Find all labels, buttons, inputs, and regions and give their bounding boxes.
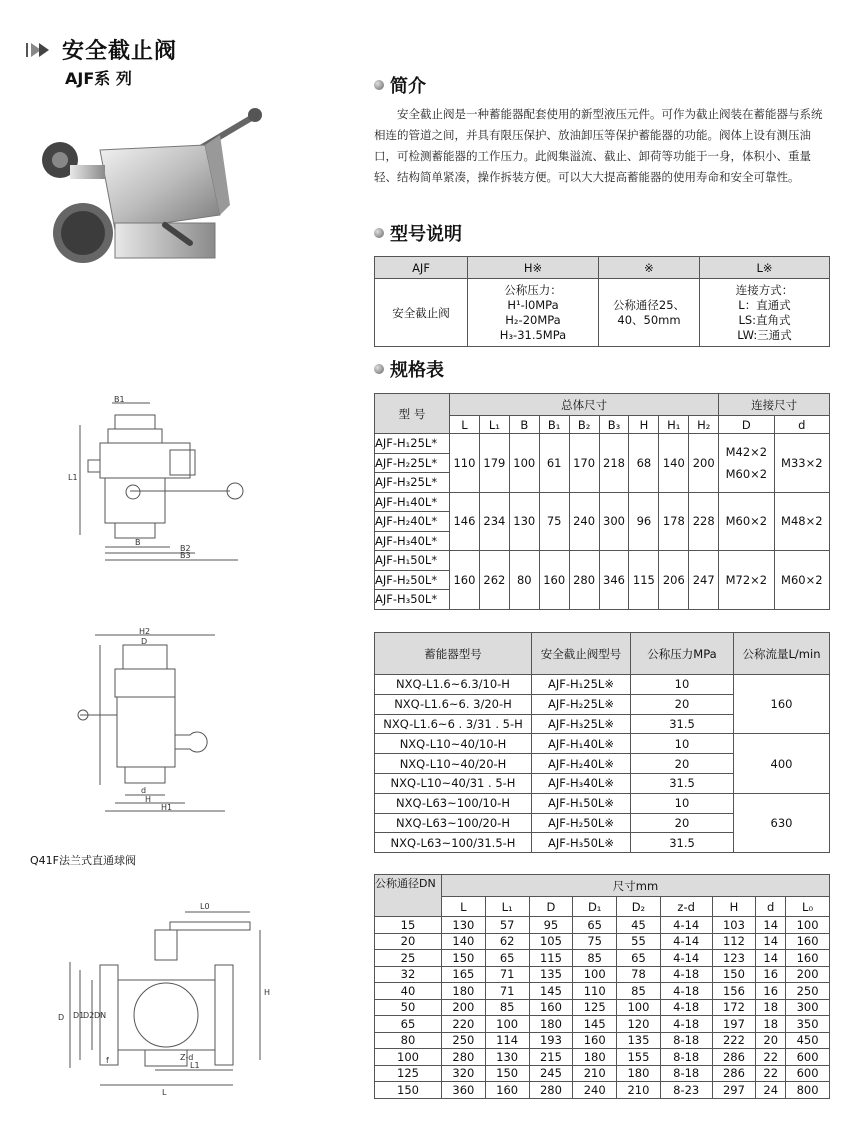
spec-value: 140 (659, 434, 689, 493)
q41-cell: 78 (617, 966, 661, 983)
dim-h2: H2 (139, 627, 151, 636)
q41-cell: 8-18 (660, 1065, 712, 1082)
q41-cell: 145 (529, 983, 573, 1000)
table-row (375, 917, 830, 934)
spec-subheader: d (774, 416, 829, 434)
spec-conn-D-value: M60×2 (725, 514, 768, 529)
acc-cell: 10 (631, 734, 734, 754)
spec-value: 218 (599, 434, 629, 493)
spec-subheader: B₂ (569, 416, 599, 434)
q41-cell: 210 (573, 1065, 617, 1082)
acc-flow: 400 (734, 734, 830, 793)
q41-cell: 65 (573, 917, 617, 934)
spec-subheader: B (509, 416, 539, 434)
accumulator-table (374, 632, 830, 853)
spec-heading: 规格表 (374, 356, 444, 382)
table-row (375, 1032, 830, 1049)
q41-cell: 14 (756, 950, 786, 967)
q41-cell: 160 (786, 933, 830, 950)
model-header-dn: ※ (599, 257, 700, 279)
q41-cell: 55 (617, 933, 661, 950)
q41-cell: 165 (442, 966, 486, 983)
spec-conn-D (719, 492, 774, 551)
spec-subheader: B₃ (599, 416, 629, 434)
q41-cell: 14 (756, 917, 786, 934)
q41-cell: 80 (375, 1032, 442, 1049)
acc-cell: NXQ-L63~100/31.5-H (375, 833, 532, 853)
spec-value: 200 (689, 434, 719, 493)
spec-value: 228 (689, 492, 719, 551)
dim-l1: L1 (190, 1061, 200, 1070)
q41-cell: 40 (375, 983, 442, 1000)
q41-cell: 75 (573, 933, 617, 950)
dim-d-lower: d (141, 786, 147, 795)
model-table (374, 256, 830, 347)
q41-table (374, 874, 830, 1099)
dim-l: L (162, 1088, 167, 1097)
table-row (375, 675, 830, 695)
dim-zd: Z-d (180, 1053, 194, 1062)
q41-cell: 120 (617, 1016, 661, 1033)
q41-cell: 180 (529, 1016, 573, 1033)
q41-cell: 32 (375, 966, 442, 983)
spec-header-conn: 连接尺寸 (719, 394, 830, 416)
q41-cell: 320 (442, 1065, 486, 1082)
acc-cell: AJF-H₁25L※ (532, 675, 631, 695)
spec-model-name: AJF-H₂25L* (375, 453, 450, 473)
spec-value: 206 (659, 551, 689, 610)
q41-cell: 215 (529, 1049, 573, 1066)
table-row (375, 966, 830, 983)
q41-cell: 103 (712, 917, 756, 934)
q41-cell: 300 (786, 999, 830, 1016)
model-header-h: H※ (468, 257, 599, 279)
q41-cell: 240 (573, 1082, 617, 1099)
spec-value: 280 (569, 551, 599, 610)
spec-conn-D (719, 551, 774, 610)
q41-cell: 8-23 (660, 1082, 712, 1099)
bullet-dot-icon (374, 228, 384, 238)
spec-value: 96 (629, 492, 659, 551)
q41-cell: 85 (573, 950, 617, 967)
q41-cell: 18 (756, 1016, 786, 1033)
acc-cell: NXQ-L1.6~6 . 3/31 . 5-H (375, 714, 532, 734)
table-row (375, 551, 830, 571)
table-row (375, 1082, 830, 1099)
q41-header-dn: 公称通径DN (375, 875, 442, 917)
table-row (375, 999, 830, 1016)
dim-d1: D1 (73, 1011, 85, 1020)
q41-cell: 95 (529, 917, 573, 934)
spec-value: 160 (450, 551, 480, 610)
q41-subheader: z-d (660, 897, 712, 917)
q41-cell: 222 (712, 1032, 756, 1049)
q41-cell: 115 (529, 950, 573, 967)
spec-subheader: H (629, 416, 659, 434)
spec-value: 146 (450, 492, 480, 551)
q41-subheader: D (529, 897, 573, 917)
q41-cell: 180 (442, 983, 486, 1000)
q41-cell: 156 (712, 983, 756, 1000)
acc-cell: AJF-H₂25L※ (532, 694, 631, 714)
q41-cell: 280 (442, 1049, 486, 1066)
dim-l0: L0 (200, 902, 210, 911)
q41-subheader: L (442, 897, 486, 917)
acc-cell: NXQ-L63~100/20-H (375, 813, 532, 833)
q41-cell: 24 (756, 1082, 786, 1099)
spec-model-name: AJF-H₂40L* (375, 512, 450, 532)
acc-cell: NXQ-L63~100/10-H (375, 793, 532, 813)
q41-cell: 130 (442, 917, 486, 934)
spec-conn-D-value: M42×2 (725, 444, 768, 459)
dim-h: H (264, 988, 271, 997)
table-row (375, 1049, 830, 1066)
spec-value: 68 (629, 434, 659, 493)
q41-cell: 286 (712, 1049, 756, 1066)
q41-cell: 350 (786, 1016, 830, 1033)
q41-cell: 125 (573, 999, 617, 1016)
q41-cell: 210 (617, 1082, 661, 1099)
bullet-dot-icon (374, 80, 384, 90)
acc-header-pressure: 公称压力MPa (631, 633, 734, 675)
acc-header-model: 蓄能器型号 (375, 633, 532, 675)
spec-value: 115 (629, 551, 659, 610)
q41-cell: 250 (786, 983, 830, 1000)
spec-model-name: AJF-H₃40L* (375, 531, 450, 551)
q41-subheader: D₂ (617, 897, 661, 917)
page-header (26, 34, 177, 65)
acc-cell: NXQ-L10~40/20-H (375, 754, 532, 774)
acc-flow: 160 (734, 675, 830, 734)
q41-cell: 600 (786, 1065, 830, 1082)
acc-cell: AJF-H₃25L※ (532, 714, 631, 734)
q41-cell: 150 (712, 966, 756, 983)
arrow-bullet-icon (26, 42, 54, 58)
q41-cell: 4-18 (660, 999, 712, 1016)
spec-subheader: H₂ (689, 416, 719, 434)
dim-dn: DN (94, 1011, 107, 1020)
spec-subheader: D (719, 416, 774, 434)
q41-cell: 20 (375, 933, 442, 950)
q41-cell: 360 (442, 1082, 486, 1099)
dim-b1: B1 (114, 395, 125, 404)
acc-cell: AJF-H₁40L※ (532, 734, 631, 754)
page-title: 安全截止阀 (62, 39, 178, 64)
valve-photo (15, 105, 265, 280)
spec-value: 110 (450, 434, 480, 493)
q41-cell: 160 (573, 1032, 617, 1049)
acc-cell: 10 (631, 793, 734, 813)
q41-cell: 155 (617, 1049, 661, 1066)
q41-cell: 600 (786, 1049, 830, 1066)
bullet-dot-icon (374, 364, 384, 374)
dim-h: H (145, 795, 152, 804)
q41-cell: 250 (442, 1032, 486, 1049)
q41-cell: 4-18 (660, 983, 712, 1000)
q41-cell: 85 (485, 999, 529, 1016)
table-row (375, 492, 830, 512)
intro-text: 安全截止阀是一种蓄能器配套使用的新型液压元件。可作为截止阀装在蓄能器与系统相连的管道之间，并具有限压保护、放油卸压等保护蓄能器的功能。阀体上设有测压油口，可检测蓄能器的工作压力。此阀集溢流、截止、卸荷等功能于一身，体积小、重量轻、结构简单紧凑，操作拆装方便。可以大大提高蓄能器的使用寿命和安全可靠性。 (374, 107, 823, 184)
q41-cell: 14 (756, 933, 786, 950)
acc-cell: 31.5 (631, 714, 734, 734)
acc-header-flow: 公称流量L/min (734, 633, 830, 675)
q41-cell: 105 (529, 933, 573, 950)
q41-cell: 800 (786, 1082, 830, 1099)
q41-cell: 114 (485, 1032, 529, 1049)
q41-cell: 100 (617, 999, 661, 1016)
q41-cell: 280 (529, 1082, 573, 1099)
q41-subheader: D₁ (573, 897, 617, 917)
spec-value: 100 (509, 434, 539, 493)
q41-cell: 4-14 (660, 950, 712, 967)
acc-cell: NXQ-L10~40/10-H (375, 734, 532, 754)
q41-cell: 71 (485, 966, 529, 983)
spec-value: 75 (539, 492, 569, 551)
q41-cell: 22 (756, 1065, 786, 1082)
dim-d: D (58, 1013, 65, 1022)
q41-cell: 193 (529, 1032, 573, 1049)
q41-cell: 57 (485, 917, 529, 934)
q41-cell: 125 (375, 1065, 442, 1082)
acc-cell: AJF-H₂50L※ (532, 813, 631, 833)
q41-cell: 20 (756, 1032, 786, 1049)
q41-cell: 150 (442, 950, 486, 967)
acc-cell: AJF-H₃50L※ (532, 833, 631, 853)
acc-cell: 20 (631, 813, 734, 833)
q41-cell: 297 (712, 1082, 756, 1099)
spec-value: 80 (509, 551, 539, 610)
acc-cell: AJF-H₁50L※ (532, 793, 631, 813)
q41-cell: 123 (712, 950, 756, 967)
acc-cell: AJF-H₂40L※ (532, 754, 631, 774)
table-row (375, 1016, 830, 1033)
q41-cell: 4-14 (660, 933, 712, 950)
q41-cell: 135 (529, 966, 573, 983)
spec-value: 262 (479, 551, 509, 610)
acc-cell: 20 (631, 754, 734, 774)
q41-cell: 200 (442, 999, 486, 1016)
valve-drawing-side (75, 625, 255, 820)
q41-cell: 110 (573, 983, 617, 1000)
model-pressure: 公称压力： H¹-l0MPa H₂-20MPa H₃-31.5MPa (468, 279, 599, 347)
q41-header-size: 尺寸mm (442, 875, 830, 897)
q41-cell: 220 (442, 1016, 486, 1033)
acc-cell: 31.5 (631, 773, 734, 793)
q41-cell: 65 (375, 1016, 442, 1033)
spec-value: 300 (599, 492, 629, 551)
q41-cell: 18 (756, 999, 786, 1016)
q41-cell: 245 (529, 1065, 573, 1082)
spec-conn-d: M60×2 (774, 551, 829, 610)
spec-conn-d: M48×2 (774, 492, 829, 551)
table-row (375, 793, 830, 813)
q41-cell: 172 (712, 999, 756, 1016)
q41-cell: 286 (712, 1065, 756, 1082)
q41-cell: 160 (786, 950, 830, 967)
q41-cell: 100 (375, 1049, 442, 1066)
q41-cell: 65 (485, 950, 529, 967)
table-row (375, 950, 830, 967)
acc-cell: 10 (631, 675, 734, 695)
q41-cell: 85 (617, 983, 661, 1000)
spec-model-name: AJF-H₁50L* (375, 551, 450, 571)
spec-subheader: H₁ (659, 416, 689, 434)
q41-cell: 45 (617, 917, 661, 934)
q41-cell: 15 (375, 917, 442, 934)
q41-cell: 197 (712, 1016, 756, 1033)
q41-cell: 200 (786, 966, 830, 983)
spec-subheader: B₁ (539, 416, 569, 434)
spec-table (374, 393, 830, 610)
acc-cell: NXQ-L1.6~6.3/10-H (375, 675, 532, 695)
spec-conn-d: M33×2 (774, 434, 829, 493)
dim-d-upper: D (141, 637, 148, 646)
q41-cell: 16 (756, 966, 786, 983)
q41-subheader: L₀ (786, 897, 830, 917)
q41-cell: 135 (617, 1032, 661, 1049)
q41-cell: 160 (485, 1082, 529, 1099)
dim-d2: D2 (83, 1011, 95, 1020)
table-row (375, 434, 830, 454)
dim-b3: B3 (180, 551, 191, 560)
dim-b: B (135, 538, 141, 547)
table-row (375, 1065, 830, 1082)
spec-conn-D-value: M72×2 (725, 572, 768, 587)
q41-cell: 130 (485, 1049, 529, 1066)
q41-cell: 180 (617, 1065, 661, 1082)
dim-f: f (106, 1056, 109, 1065)
q41-cell: 22 (756, 1049, 786, 1066)
spec-value: 247 (689, 551, 719, 610)
spec-value: 234 (479, 492, 509, 551)
q41-cell: 140 (442, 933, 486, 950)
series-subtitle: AJF系 列 (65, 69, 132, 88)
q41-cell: 450 (786, 1032, 830, 1049)
model-connection: 连接方式： L：直通式 LS:直角式 LW:三通式 (700, 279, 830, 347)
intro-heading: 简介 (374, 72, 426, 98)
q41-cell: 100 (485, 1016, 529, 1033)
model-heading: 型号说明 (374, 220, 462, 246)
q41-subheader: H (712, 897, 756, 917)
spec-value: 240 (569, 492, 599, 551)
q41-cell: 180 (573, 1049, 617, 1066)
q41-cell: 4-18 (660, 966, 712, 983)
acc-header-valve: 安全截止阀型号 (532, 633, 631, 675)
dim-b2: B2 (180, 544, 191, 553)
table-row (375, 933, 830, 950)
acc-cell: 31.5 (631, 833, 734, 853)
spec-value: 178 (659, 492, 689, 551)
q41-cell: 160 (529, 999, 573, 1016)
q41-cell: 65 (617, 950, 661, 967)
spec-value: 170 (569, 434, 599, 493)
spec-model-name: AJF-H₁25L* (375, 434, 450, 454)
q41-cell: 100 (573, 966, 617, 983)
table-row (375, 983, 830, 1000)
spec-header-model: 型 号 (375, 394, 450, 434)
q41-subheader: d (756, 897, 786, 917)
dim-h1: H1 (161, 803, 173, 812)
spec-value: 130 (509, 492, 539, 551)
q41-cell: 150 (375, 1082, 442, 1099)
acc-cell: NXQ-L10~40/31 . 5-H (375, 773, 532, 793)
q41-cell: 8-18 (660, 1032, 712, 1049)
acc-cell: 20 (631, 694, 734, 714)
model-name: 安全截止阀 (375, 279, 468, 347)
acc-cell: NXQ-L1.6~6. 3/20-H (375, 694, 532, 714)
q41-cell: 150 (485, 1065, 529, 1082)
spec-value: 346 (599, 551, 629, 610)
model-header-ajf: AJF (375, 257, 468, 279)
spec-value: 160 (539, 551, 569, 610)
spec-model-name: AJF-H₂50L* (375, 570, 450, 590)
acc-flow: 630 (734, 793, 830, 852)
spec-header-overall: 总体尺寸 (450, 394, 719, 416)
model-diameter: 公称通径25、 40、50mm (599, 279, 700, 347)
spec-conn-D (719, 434, 774, 493)
q41-cell: 16 (756, 983, 786, 1000)
q41-cell: 112 (712, 933, 756, 950)
spec-model-name: AJF-H₃25L* (375, 473, 450, 493)
spec-subheader: L (450, 416, 480, 434)
spec-value: 179 (479, 434, 509, 493)
q41-cell: 8-18 (660, 1049, 712, 1066)
q41-cell: 62 (485, 933, 529, 950)
acc-cell: AJF-H₃40L※ (532, 773, 631, 793)
spec-model-name: AJF-H₁40L* (375, 492, 450, 512)
dim-l1: L1 (68, 473, 78, 482)
spec-model-name: AJF-H₃50L* (375, 590, 450, 610)
q41-cell: 50 (375, 999, 442, 1016)
q41-cell: 25 (375, 950, 442, 967)
q41-caption: Q41F法兰式直通球阀 (30, 854, 136, 867)
q41-cell: 100 (786, 917, 830, 934)
q41-cell: 145 (573, 1016, 617, 1033)
q41-cell: 71 (485, 983, 529, 1000)
model-header-l: L※ (700, 257, 830, 279)
table-row (375, 734, 830, 754)
q41-cell: 4-18 (660, 1016, 712, 1033)
spec-subheader: L₁ (479, 416, 509, 434)
valve-drawing-front (60, 395, 260, 575)
q41-subheader: L₁ (485, 897, 529, 917)
ball-valve-drawing (40, 900, 280, 1100)
spec-conn-D-value: M60×2 (725, 466, 768, 481)
spec-value: 61 (539, 434, 569, 493)
q41-cell: 4-14 (660, 917, 712, 934)
